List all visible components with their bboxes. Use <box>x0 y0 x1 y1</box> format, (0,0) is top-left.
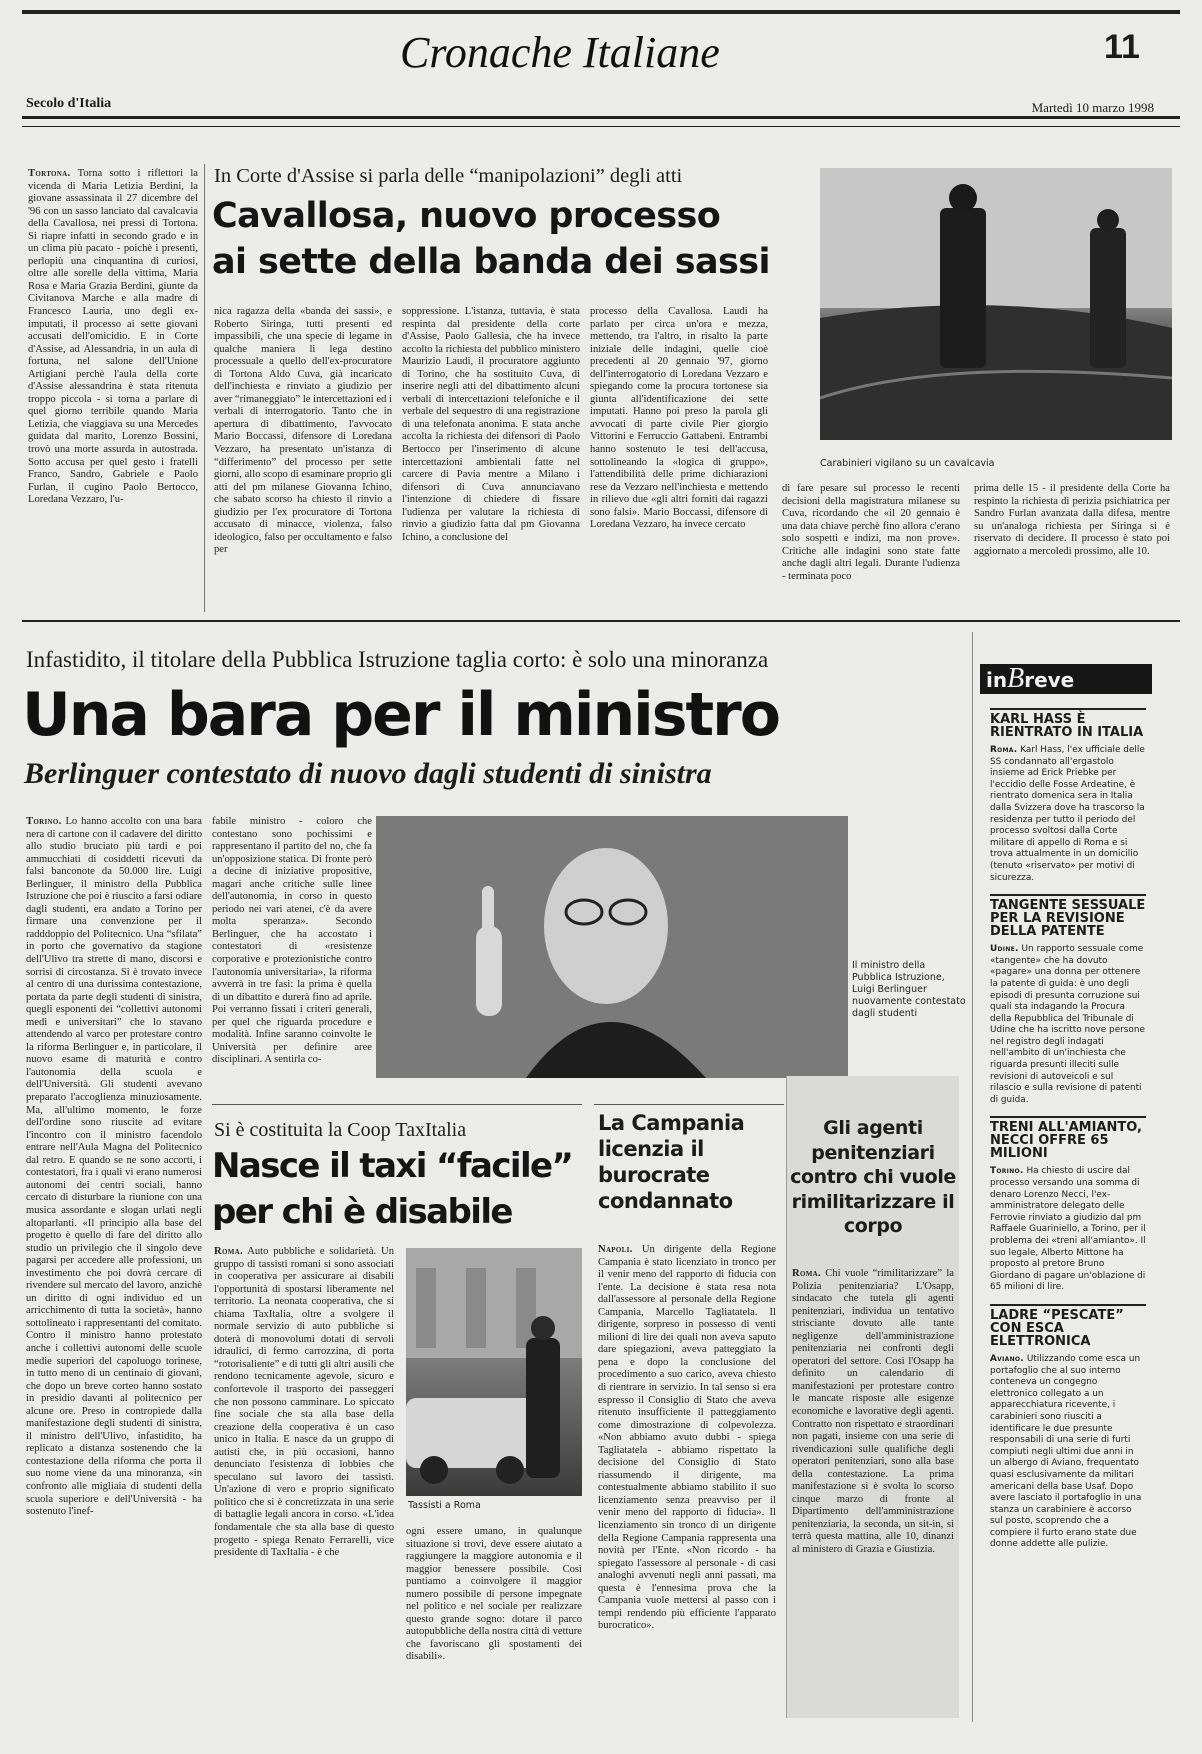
section-title <box>400 28 800 78</box>
article5-text: Chi vuole “rimilitarizzare” la Polizia penitenziaria? L'Osapp, sindacato che tutela gli agenti penitenziari, individua un tentativo strisciante dovuto alle tante negligenze dell'amministrazione penitenziaria nei confronti degli operatori del settore. Così l'Osapp ha definito un calendario di manifestazioni per protestare contro le mancate risposte alle esigenze economiche e lavorative degli agenti. Contratto non rispettato e straordinari non pagati, insieme con una serie di rivendicazioni sulle qualifiche degli operatori penitenziari, sono alla base della contestazione. La prima manifestazione si è svolta lo scorso cinque marzo di fronte al Dipartimento dell'amministrazione penitenziaria, la seconda, un sit-in, si terrà questa mattina, alle 10, dinanzi al ministero di Grazia e Giustizia. <box>792 1268 954 1556</box>
taxi-photo-caption: Tassisti a Roma <box>408 1500 481 1511</box>
article4-dateline: Napoli. <box>598 1244 633 1255</box>
brief-item <box>990 1116 1146 1294</box>
sidebar-title-prefix: in <box>986 668 1008 692</box>
brief-body: Ha chiesto di uscire dal processo versando una somma di denaro Lorenzo Necci, l'ex-amministratore delegato delle Ferrovie rinviato a giudizio dal pm Raffaele Guariniello, a Torino, per il problema dei «treni all'amianto». Il suo legale, Alberto Mittone ha proposto al pretore Bruno Giordano di pagare un'oblazione di 65 milioni di lire. <box>990 1166 1146 1293</box>
brief-dateline: Torino. <box>990 1166 1024 1177</box>
berlinguer-photo <box>376 816 848 1078</box>
article1-bottom-rule <box>22 620 1180 622</box>
brief-dateline: Roma. <box>990 745 1018 755</box>
berlinguer-photo-drawing <box>376 816 848 1078</box>
article5-headline: Gli agenti penitenziari contro chi vuole rimilitarizzare il corpo <box>790 1117 956 1237</box>
brief-dateline: Aviano. <box>990 1353 1024 1364</box>
page-number: 11 <box>1104 28 1140 66</box>
article4-body <box>598 1244 776 1714</box>
brief-item <box>990 1304 1146 1551</box>
article1-headline-line1: Cavallosa, nuovo processo <box>212 196 721 236</box>
sidebar-title <box>980 664 1152 694</box>
top-rule <box>22 10 1180 14</box>
brief-body: Un rapporto sessuale come «tangente» che ha dovuto «pagare» una donna per ottenere la patente di guida: è uno degli episodi di presunta corruzione sui quali sta indagando la Procura della Repubblica del Tribunale di Udine che ha iscritto nove persone nel registro degli indagati nell'ambito di un'inchiesta che riguarda presunti illeciti sulle revisioni di autoveicoli e sul rilascio e sulla revisione di patenti di guida. <box>990 944 1145 1105</box>
brief-headline: LADRE “PESCATE” CON ESCA ELETTRONICA <box>990 1304 1146 1348</box>
article1-col2: soppressione. L'istanza, tuttavia, è stata respinta dal presidente della corte d'Assise, Paolo Gallesia, che ha invece accolto la richiesta del pubblico ministero Maurizio Laudi, il procuratore aggiunto di Torino, che ha sostituito Cuva, di inserire negli atti del dibattimento alcuni verbali di intercettazioni telefoniche e il verbale del sequestro di una registrazione di una telefonata anonima. E stata anche accolta la richiesta dei difensori di Paolo Bertocco per l'inserimento di alcune intercettazioni ambientali fatte nel carcere di Pavia mentre a Milano i difensori di Cuva annunciavano l'intenzione di chiedere di fissare l'udienza per valutare la richiesta di rinvio a giudizio fatta dal pm Giovanna Ichino, a conclusione del <box>402 306 580 543</box>
issue-date: Martedì 10 marzo 1998 <box>1031 100 1154 115</box>
sidebar-title-initial: B <box>1007 663 1025 694</box>
newspaper-name: Secolo d'Italia <box>26 96 112 111</box>
article3-col2: ogni essere umano, in qualunque situazione si trovi, deve essere aiutato a raggiungere la maggiore autonomia e il maggior benessere possibile. Così puntiamo a coinvolgere il maggior numero possibile di persone impegnate nel politico e nel sociale per realizzare questo grande sogno: dotare il parco autopubbliche della nostra città di vetture che favoriscano gli spostamenti dei disabili». <box>406 1526 582 1663</box>
sidebar-title-rest: reve <box>1024 668 1075 692</box>
article2-col1 <box>26 816 202 1716</box>
article2-dateline: Torino. <box>26 816 62 827</box>
article3-dateline: Roma. <box>214 1246 243 1257</box>
brief-dateline: Udine. <box>990 944 1019 955</box>
carabinieri-photo-drawing <box>820 168 1172 440</box>
masthead-rule-thin <box>22 126 1180 127</box>
carabinieri-photo <box>820 168 1172 440</box>
brief-body: Utilizzando come esca un portafoglio che al suo interno conteneva un congegno elettronico collegato a un apparecchiatura ricevente, i carabinieri sono riusciti a identificare le due presunte responsabili di una serie di furti compiuti negli ultimi due anni in un albergo di Aviano, frequentato quasi esclusivamente da militari americani della base Usaf. Dopo avere lasciato il portafoglio in una stanza un carabiniere è accorso sul posto, scoprendo che a compiere il furto erano state due donne addette alle pulizie. <box>990 1353 1142 1550</box>
article2-col1-text: Lo hanno accolto con una bara nera di cartone con il cadavere del diritto allo studio bruciato più tardi e poi ammucchiati di cosiddetti ricevuti da falsi banconote da 50.000 lire. Luigi Berlinguer, il ministro della Pubblica Istruzione che poi è riuscito a farsi odiare dagli studenti, era andato a Torino per firmare una convenzione per il radddoppio del Politecnico. Una “sfilata” in porto che governativo da stagione dell'Ulivo tra strette di mano, discorsi e sorrisi di circostanza. Si è trovato invece al centro di una durissima contestazione, portata da parte degli studenti di sinistra, quegli esponenti dei “collettivi autonomi medi e universitari” che lo stavano attendendo al varco per protestare contro la riforma Berlinguer e, in particolare, il nuovo esame di maturità e contro l'autonomia della scuola e dell'Università. Gli studenti avevano preparato l'accoglienza minuziosamente. Ma, all'ultimo momento, le forze dell'ordine sono riuscite ad evitare l'incontro con il ministro facendolo entrare nell'Aula Magna del Politecnico dal retro. E quando se ne sono accorti, i contestatori, fra i quali vi erano numerosi autonomi dei centri sociali, hanno cercato di disturbare la riunione con una musica assordante e slogan urlati negli altoparlanti. «Il principio alla base del progetto è quello di fare del diritto allo studio un privilegio che il singolo deve pagarsi per accedere alle professioni, un investimento che poi dovrà cercare di rivendere sul mercato del lavoro, anzichè un diritto di ogni individuo ed un arricchimento di tutta la società», hanno sottolineato i rappresentanti del comitato. Contro il ministro hanno protestato anche i collettivi autonomi delle scuole medie superiori del capoluogo torinese, in tutto meno di un centinaio di giovani, che dopo un breve corteo hanno sostato in presidio davanti al politecnico per alcune ore. Preso in contropiede dalla manifestazione degli studenti di sinistra, il ministro dell'Ulivo, infastidito, ha replicato a distanza sostenendo che la contestazione della riforma che porta il suo nome viene da una minoranza, «in confronto alle migliaia di studenti della scuola superiore e dell'Università - ha sostenuto l'inef- <box>26 816 202 1518</box>
brief-body: Karl Hass, l'ex ufficiale delle SS condannato all'ergastolo insieme ad Erick Priebke per l'eccidio delle Fosse Ardeatine, è rientrato domenica sera in Italia dalla Svizzera dove ha trascorso la residenza per tutto il periodo del processo svoltosi dalla Corte militare di appello di Roma e si trova attualmente in un domicilio (tenuto «riservato» per motivi di sicurezza. <box>990 745 1145 883</box>
article1-intro <box>28 168 198 608</box>
brief-text <box>990 745 1146 884</box>
carabinieri-photo-caption: Carabinieri vigilano su un cavalcavia <box>820 458 995 469</box>
article3-kicker: Si è costituita la Coop TaxItalia <box>214 1119 467 1141</box>
article5-body <box>792 1268 954 1716</box>
article2-kicker: Infastidito, il titolare della Pubblica Istruzione taglia corto: è solo una minoranza <box>26 647 769 672</box>
section-title-text: Cronache Italiane <box>400 28 720 77</box>
sidebar-divider <box>972 632 973 1722</box>
article4-text: Un dirigente della Regione Campania è stato licenziato in tronco per il venir meno del rapporto di fiducia con l'ente. La decisione è stata resa nota dall'assessore al personale della Regione Campania, Marcello Tagliatatela. Il dirigente, sorpreso in possesso di venti milioni di lire dei quali non aveva saputo dare spiegazioni, aveva patteggiato la pena e dopo la conclusione del procedimento a suo carico, aveva chiesto di rientrare in servizio. In tal senso si era espresso il Consiglio di Stato che aveva ritenuto insufficiente il patteggiamento come dimostrazione di colpevolezza. «Non abbiamo avuto dubbi - spiega Tagliatatela - abbiamo rispettato la decisione del Consiglio di Stato riassumendo il dirigente, ma contestualmente abbiamo stabilito il suo licenziamento senza preavviso per il venir meno del rapporto di fiducia». Il licenziamento sin tronco di un dirigente della Regione Campania rappresenta una novità per l'Ente. «Non ricordo - ha spiegato l'assessore al personale - di casi analoghi avvenuti negli anni passati, ma questa è l'ennesima prova che la Campania vuole mettersi al passo con i tempi rendendo più efficiente l'apparato burocratico». <box>598 1244 776 1632</box>
article1-col5: prima delle 15 - il presidente della Corte ha respinto la richiesta di perizia psichiatrica per Sandro Furlan avanzata dalla difesa, mentre su un'analoga richiesta per Siringa si è riservato di decidere. Il processo è stato poi aggiornato a mercoledì prossimo, alle 10. <box>974 483 1170 557</box>
brief-text <box>990 944 1146 1106</box>
article3-headline-line1: Nasce il taxi “facile” <box>212 1146 573 1186</box>
article2-col2: fabile ministro - coloro che contestano sono pochissimi e rappresentano il partito del no, che fa un'opposizione statica. Di fronte però a decine di iniziative propositive, magari anche critiche sulle linee dell'autonomia, in corso in questo periodo nei vari atenei, c'è da avere molta speranza». Secondo Berlinguer, che ha accostato i contestatori di «resistenze corporative e protezionistiche contro l'autonomia universitaria», la riforma avverrà in tre fasi: la prima è quella di un dibattito e durerà fino ad aprile. Poi verranno fissati i criteri generali, per quel che riguarda procedure e modalità. Infine saranno coinvolte le Università per definire aree disciplinari. A sentirla co- <box>212 816 372 1066</box>
article3-top-rule <box>212 1104 582 1105</box>
taxi-photo-drawing <box>406 1248 582 1496</box>
brief-text <box>990 1166 1146 1294</box>
article4-headline: La Campania licenzia il burocrate condannato <box>598 1111 745 1213</box>
article5-dateline: Roma. <box>792 1268 821 1279</box>
taxi-photo <box>406 1248 582 1496</box>
column-divider <box>204 164 205 612</box>
article1-dateline: Tortona. <box>28 168 71 179</box>
brief-headline: TRENI ALL'AMIANTO, NECCI OFFRE 65 MILIONI <box>990 1116 1146 1160</box>
article3-col1 <box>214 1246 394 1716</box>
brief-item <box>990 708 1146 884</box>
brief-text <box>990 1354 1146 1551</box>
article1-col4: di fare pesare sul processo le recenti decisioni della magistratura milanese su Cuva, ricordando che «il 20 gennaio è una data chiave perchè fino allora c'erano solo sospetti e indizi, ma non prove». Critiche alle indagini sono state fatte anche dagli altri legali. Durante l'udienza - terminata poco <box>782 483 960 582</box>
article1-headline-line2: ai sette della banda dei sassi <box>212 242 770 282</box>
article1-kicker: In Corte d'Assise si parla delle “manipolazioni” degli atti <box>214 165 683 187</box>
article4-top-rule <box>594 1104 784 1105</box>
article1-intro-text: Torna sotto i riflettori la vicenda di Maria Letizia Berdini, la giovane assassinata il 27 dicembre del '96 con un sasso lanciato dal cavalcavia della Cavallosa, nei pressi di Tortona. Si riapre infatti in secondo grado e in un clima più pacato - poichè i presenti, perlopiù una cinquantina di curiosi, oltre alle sorelle della vittima, Maria Rosa e Maria Grazia Berdini, giunte da Civitanova Marche e alla madre di Francesco Lauria, uno degli ex-imputati, il processo ai sette giovani accusati dell'omicidio. E in Corte d'Assise, ad Alessandria, in un aula di fortuna, nel salone dell'Unione Artigiani perchè l'aula della corte d'Assise alessandrina è stata ritenuta troppo piccola - si torna a parlare di quel giorno terribile quando Maria Letizia, che viaggiava su una Mercedes guidata dal marito, Lorenzo Bossini, trovò una morte assurda in autostrada. Sotto accusa per quel gesto i fratelli Franco, Sandro, Gabriele e Paolo Furlan, il cugino Paolo Bertocco, Loredana Vezzaro, l'u- <box>28 168 198 506</box>
article3-headline-line2: per chi è disabile <box>212 1192 512 1232</box>
sidebar-briefs <box>990 708 1146 1714</box>
article2-headline: Una bara per il ministro <box>22 680 779 750</box>
article1-col1: nica ragazza della «banda dei sassi», e Roberto Siringa, tutti presenti ed impassibili, che una specie di legame in qualche maniera li lega destino processuale a quello dell'ex-procuratore di Tortona Aldo Cuva, già incaricato dell'inchiesta e rinviato a giudizio per aver “rimaneggiato” le intercettazioni ed i verbali di interrogatorio. Tanto che in apertura di dibattimento, l'avvocato Mario Boccassi, difensore di Loredana Vezzaro, ha presentato un'istanza di “differimento” del processo per sette giorni, allo scopo di esaminare proprio gli atti del pm milanese Giovanna Ichino, che sabato scorso ha chiesto il rinvio a giudizio per l'ex procuratore di Tortona accusato di minacce, violenza, falso ideologico, falso per occultamento e falso per <box>214 306 392 556</box>
article1-col3: processo della Cavallosa. Laudi ha parlato per circa un'ora e mezza, mettendo, tra l'altro, in risalto la parte iniziale delle indagini, quelle cioè precedenti al 20 gennaio '97, giorno dell'interrogatorio di Loredana Vezzaro e spiegando come la procura tortonese sia giunta all'identificazione dei sette imputati. Hanno poi preso la parola gli avvocati di parte civile Pier giorgio Vittorini e Ferruccio Gattabeni. Entrambi hanno sostenuto le tesi dell'accusa, sottolineando la «logica di gruppo», l'attendibilità delle prime dichiarazioni rese da Vezzaro nell'inchiesta e mettendo in rilievo due «gli altri fornitì dai ragazzi sono falsi». Mario Boccassi, difensore di Loredana Vezzaro, ha invece cercato <box>590 306 768 531</box>
article2-subheadline: Berlinguer contestato di nuovo dagli studenti di sinistra <box>24 757 712 790</box>
berlinguer-photo-caption: Il ministro della Pubblica Istruzione, Luigi Berlinguer nuovamente contestato dagli studenti <box>852 960 966 1019</box>
masthead-rule <box>22 116 1180 119</box>
brief-item <box>990 894 1146 1106</box>
article3-col1-text: Auto pubbliche e solidarietà. Un gruppo di tassisti romani si sono associati in cooperativa per assicurare ai disabili l'opportunità di spostarsi liberamente nel territorio. La neonata cooperativa, che si chiama TaxItalia, oltre a svolgere il normale servizio di auto pubbliche si doterà di monovolumi dotati di servoli idraulici, di fermo carrozzina, di porta “rotorisaliente” e di tutti gli altri ausili che rendono tecnicamente agevole, sicuro e confortevole il trasporto dei passeggeri che non possono camminare. Lo spiccato fine sociale che sta alla base della creazione della cooperativa è un caso unico in Italia. E nasce da un gruppo di autisti che, in più occasioni, hanno denunciato l'esistenza di lobbies che speculano sul lavoro dei tassisti. Un'azione di vero e proprio significato politico che si è concretizzata in una serie di battaglie legali ancora in corso. «L'idea fondamentale che sta alla base di questo progetto - spiega Renato Ferrarelli, vice presidente di TaxItalia - è che <box>214 1246 394 1559</box>
brief-headline: TANGENTE SESSUALE PER LA REVISIONE DELLA PATENTE <box>990 894 1146 938</box>
brief-headline: KARL HASS È RIENTRATO IN ITALIA <box>990 708 1146 739</box>
